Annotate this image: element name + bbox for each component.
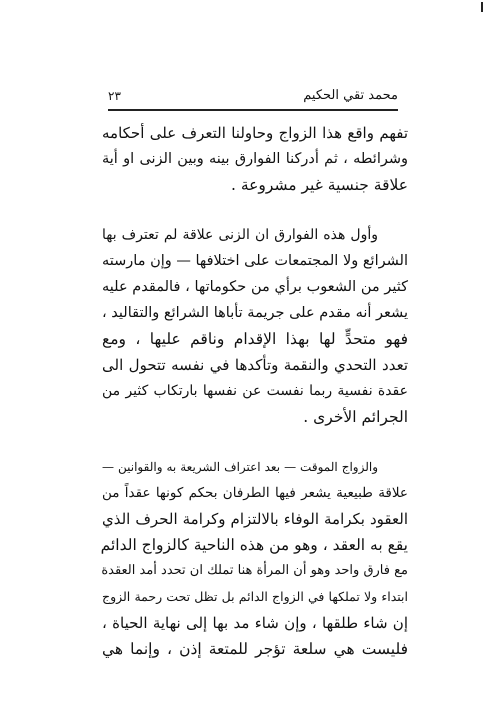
body-text [102, 120, 408, 662]
text-line: الشرائع ولا المجتمعات على اختلافها — وإن مارسته [102, 253, 408, 269]
text-line: ابتداء ولا تملكها في الزواج الدائم بل تظل تحت رحمة الزوج [102, 589, 408, 604]
text-line: علاقة جنسية غير مشروعة . [231, 176, 408, 194]
paragraph-3 [102, 454, 408, 662]
page-edge-mark [481, 2, 483, 12]
running-header [108, 86, 398, 110]
text-line: كثير من الشعوب برأي من حكوماتها ، فالمقدم عليه [102, 279, 408, 295]
text-line: العقود بكرامة الوفاء بالالتزام وكرامة الحرف الذي [102, 510, 408, 528]
text-line: فهو متحدٍّ لها بهذا الإقدام وناقم عليها ، ومع [102, 330, 408, 348]
text-line: وأول هذه الفوارق ان الزنى علاقة لم تعترف بها [102, 227, 378, 243]
page-number: ٢٣ [108, 89, 121, 103]
text-line: يشعر أنه مقدم على جريمة تأباها الشرائع والتقاليد ، [102, 305, 408, 321]
text-line: يقع به العقد ، وهو من هذه الناحية كالزواج الدائم [100, 536, 408, 554]
text-line: والزواج الموقت — بعد اعتراف الشريعة به والقوانين — [102, 460, 378, 474]
text-line: علاقة طبيعية يشعر فيها الطرفان بحكم كونها عقداً من [102, 485, 408, 501]
text-line: إن شاء طلقها ، وإن شاء مد بها إلى نهاية الحياة ، [102, 614, 408, 632]
text-line: مع فارق واحد وهو أن المرأة هنا تملك ان تحدد أمد العقدة [101, 563, 408, 578]
paragraph-2 [102, 222, 408, 430]
text-line: عقدة نفسية ربما نفست عن نفسها بارتكاب كثير من [102, 383, 408, 399]
text-line: وشرائطه ، ثم أدركنا الفوارق بينه وبين الزنى او أية [102, 151, 408, 167]
paragraph-1 [102, 120, 408, 198]
header-author: محمد تقي الحكيم [303, 88, 398, 103]
text-line: الجرائم الأخرى . [303, 408, 408, 426]
text-line: تعدد التحدي والنقمة وتأكدها في نفسه تتحول الى [102, 356, 408, 374]
text-line: فليست هي سلعة تؤجر للمتعة إذن ، وإنما هي [102, 640, 408, 658]
text-line: تفهم واقع هذا الزواج وحاولنا التعرف على أحكامه [102, 124, 408, 142]
header-rule [108, 109, 398, 111]
